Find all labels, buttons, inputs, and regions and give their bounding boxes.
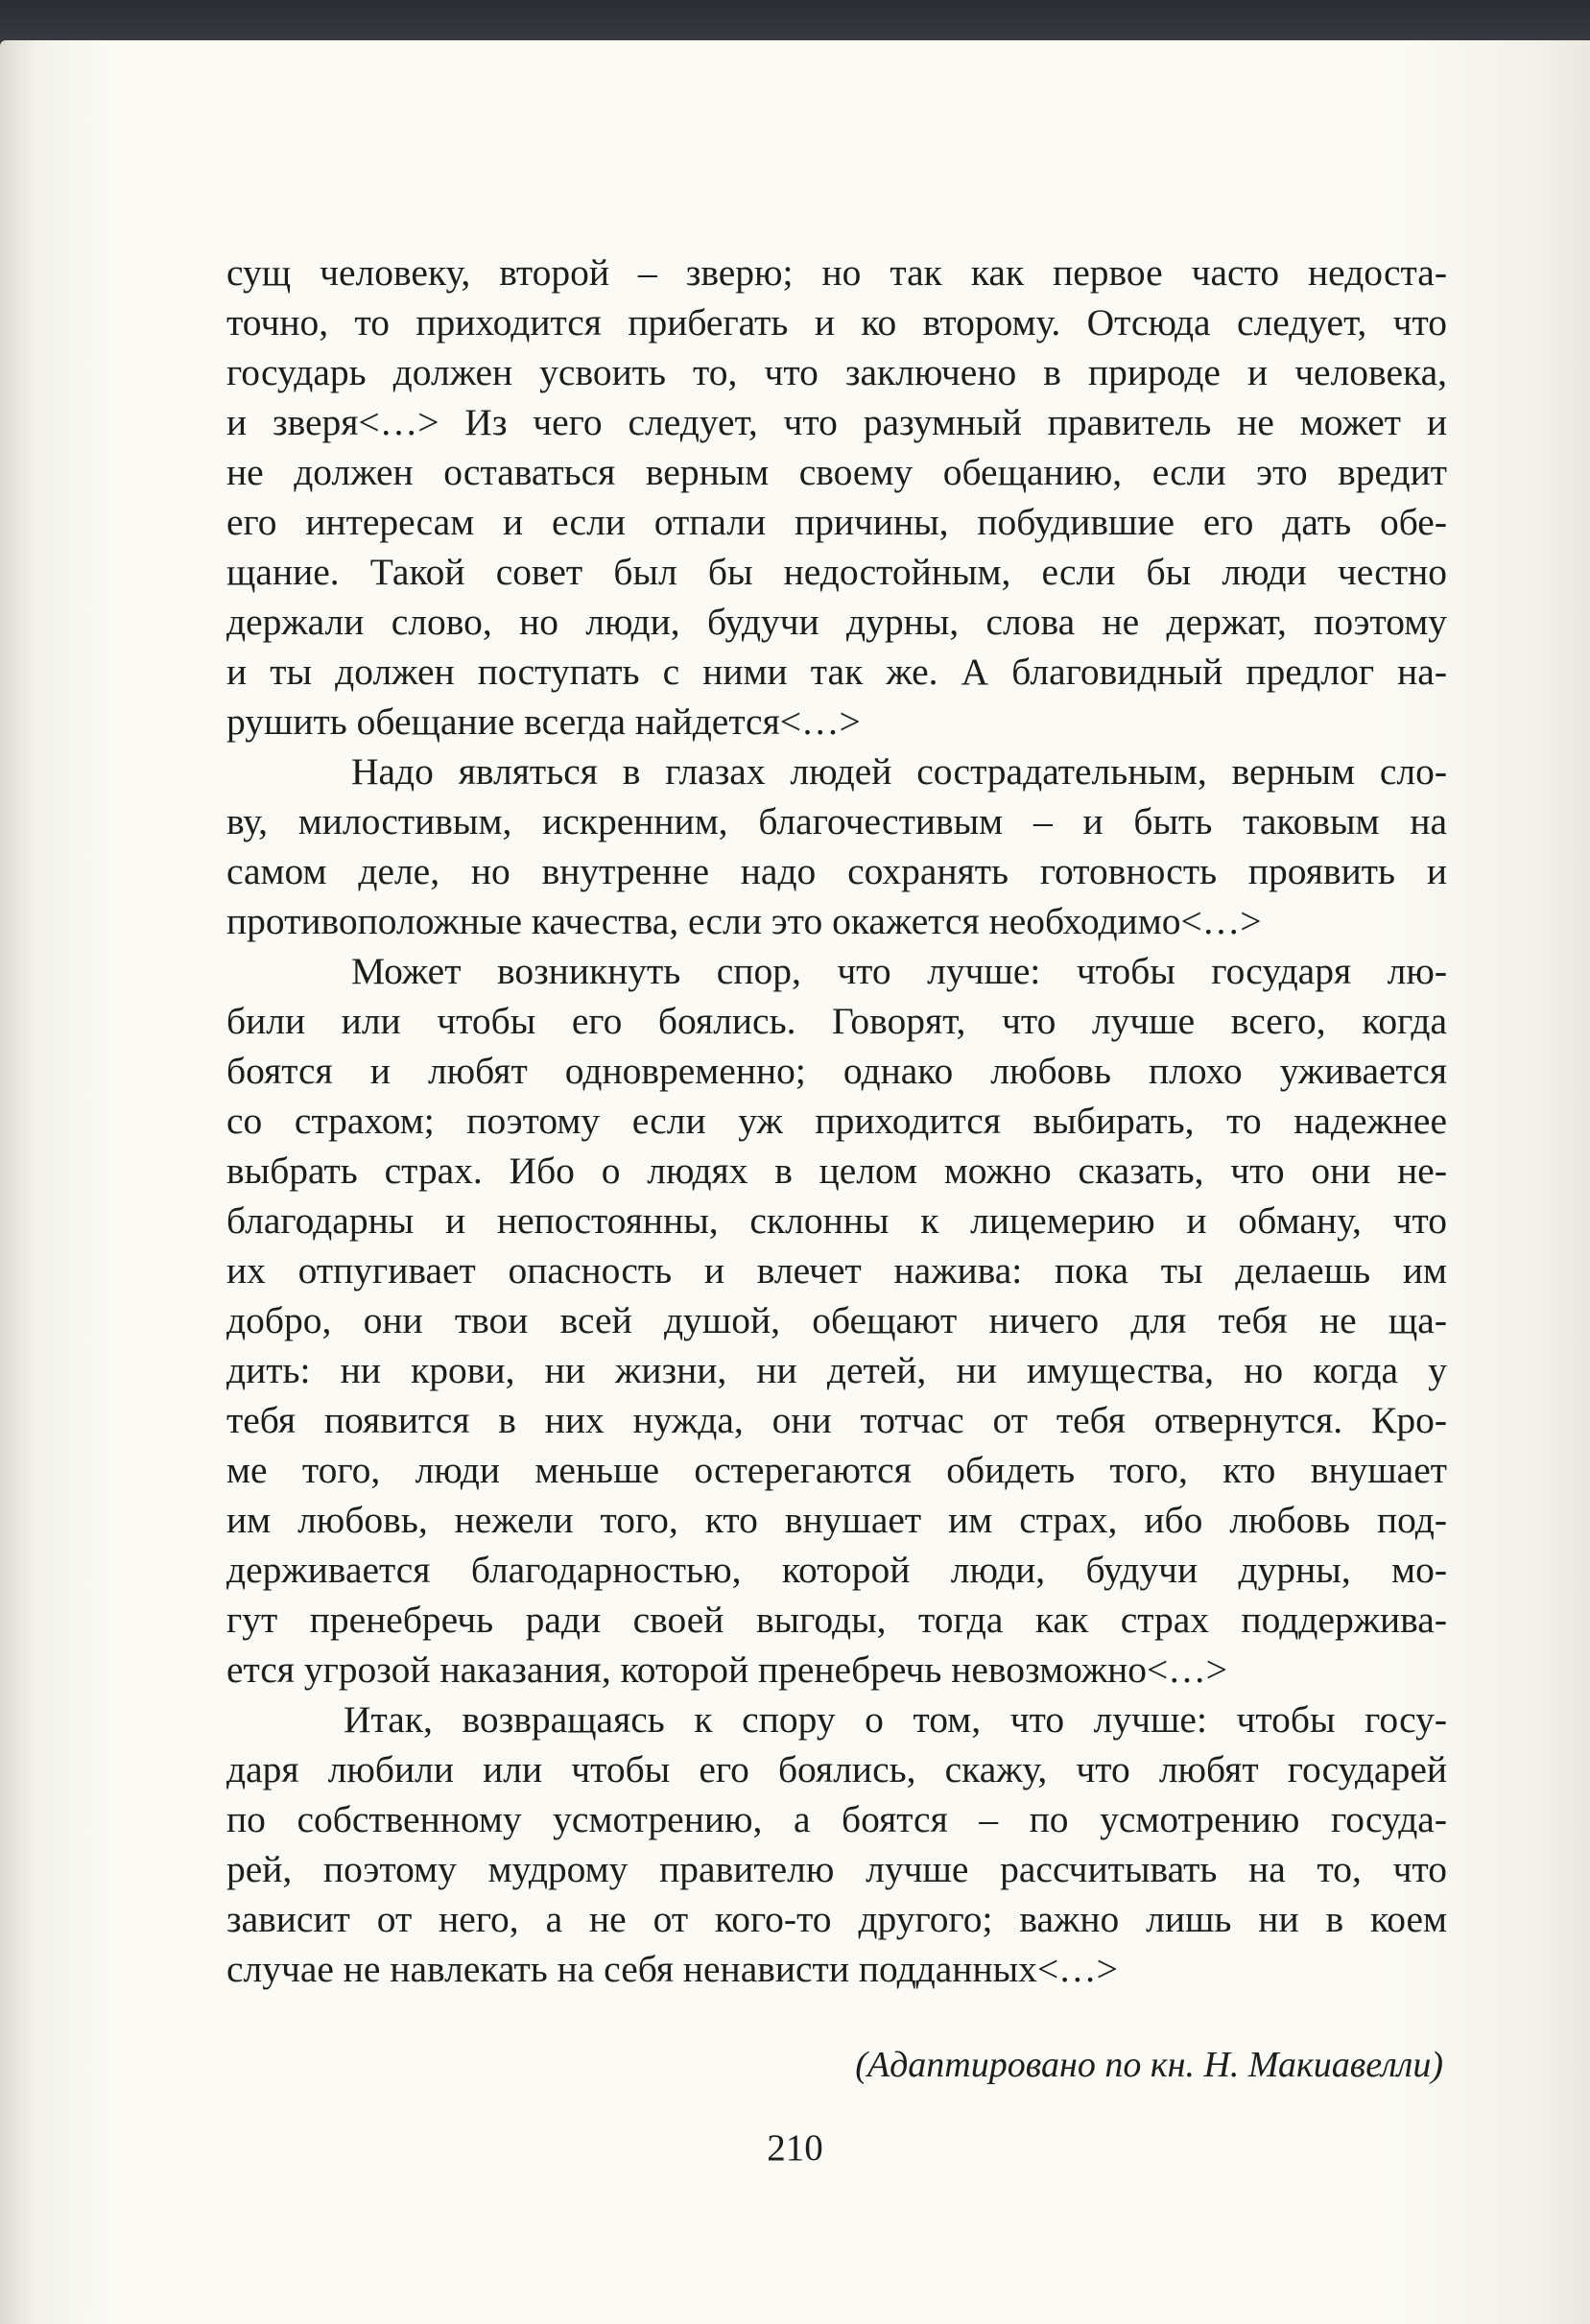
paragraph-start-line: Итак, возвращаясь к спору о том, что лучше: чтобы госу- bbox=[344, 1698, 1447, 1741]
source-attribution: (Адаптировано по кн. Н. Макиавелли) bbox=[855, 2045, 1443, 2085]
text-line: и ты должен поступать с ними так же. А благовидный предлог на- bbox=[226, 651, 1447, 693]
text-line: держивается благодарностью, которой люди, будучи дурны, мо- bbox=[226, 1549, 1447, 1591]
text-line: ме того, люди меньше остерегаются обидеть того, кто внушает bbox=[226, 1449, 1447, 1491]
text-line: благодарны и непостоянны, склонны к лицемерию и обману, что bbox=[226, 1199, 1447, 1242]
text-line: ву, милостивым, искренним, благочестивым – и быть таковым на bbox=[226, 800, 1447, 842]
paragraph-start-line: Может возникнуть спор, что лучше: чтобы государя лю- bbox=[351, 950, 1447, 992]
text-line: им любовь, нежели того, кто внушает им страх, ибо любовь под- bbox=[226, 1499, 1447, 1541]
text-line: не должен оставаться верным своему обещанию, если это вредит bbox=[226, 451, 1447, 493]
text-line: со страхом; поэтому если уж приходится выбирать, то надежнее bbox=[226, 1100, 1447, 1142]
text-line: сущ человеку, второй – зверю; но так как первое часто недоста- bbox=[226, 251, 1447, 294]
body-text bbox=[226, 248, 1447, 1994]
text-line: выбрать страх. Ибо о людях в целом можно сказать, что они не- bbox=[226, 1150, 1447, 1192]
page-number: 210 bbox=[767, 2127, 823, 2169]
text-line: добро, они твои всей душой, обещают ничего для тебя не ща- bbox=[226, 1299, 1447, 1341]
text-line: зависит от него, а не от кого-то другого; важно лишь ни в коем bbox=[226, 1898, 1447, 1940]
text-line: ется угрозой наказания, которой пренебречь невозможно<…> bbox=[226, 1648, 1228, 1691]
text-line: и зверя<…> Из чего следует, что разумный правитель не может и bbox=[226, 401, 1447, 443]
text-line: точно, то приходится прибегать и ко второму. Отсюда следует, что bbox=[226, 301, 1447, 344]
text-line: дить: ни крови, ни жизни, ни детей, ни имущества, но когда у bbox=[226, 1349, 1447, 1391]
text-line: даря любили или чтобы его боялись, скажу, что любят государей bbox=[226, 1748, 1447, 1790]
text-line: тебя появится в них нужда, они тотчас от тебя отвернутся. Кро- bbox=[226, 1399, 1447, 1441]
text-line: рушить обещание всегда найдется<…> bbox=[226, 700, 861, 743]
text-line: по собственному усмотрению, а боятся – по усмотрению госуда- bbox=[226, 1798, 1447, 1840]
text-line: его интересам и если отпали причины, побудившие его дать обе- bbox=[226, 501, 1447, 543]
text-line: рей, поэтому мудрому правителю лучше рассчитывать на то, что bbox=[226, 1848, 1447, 1890]
text-line: боятся и любят одновременно; однако любовь плохо уживается bbox=[226, 1050, 1447, 1092]
text-line: гут пренебречь ради своей выгоды, тогда как страх поддержива- bbox=[226, 1599, 1447, 1641]
paragraph-start-line: Надо являться в глазах людей сострадательным, верным сло- bbox=[351, 750, 1447, 793]
text-line: держали слово, но люди, будучи дурны, слова не держат, поэтому bbox=[226, 601, 1447, 643]
text-line: щание. Такой совет был бы недостойным, если бы люди честно bbox=[226, 551, 1447, 593]
text-line: случае не навлекать на себя ненависти подданных<…> bbox=[226, 1948, 1118, 1990]
text-line: государь должен усвоить то, что заключено в природе и человека, bbox=[226, 351, 1447, 393]
text-line: противоположные качества, если это окажется необходимо<…> bbox=[226, 900, 1262, 942]
text-line: их отпугивает опасность и влечет нажива: пока ты делаешь им bbox=[226, 1249, 1447, 1292]
text-line: самом деле, но внутренне надо сохранять готовность проявить и bbox=[226, 850, 1447, 892]
text-line: били или чтобы его боялись. Говорят, что лучше всего, когда bbox=[226, 1000, 1447, 1042]
